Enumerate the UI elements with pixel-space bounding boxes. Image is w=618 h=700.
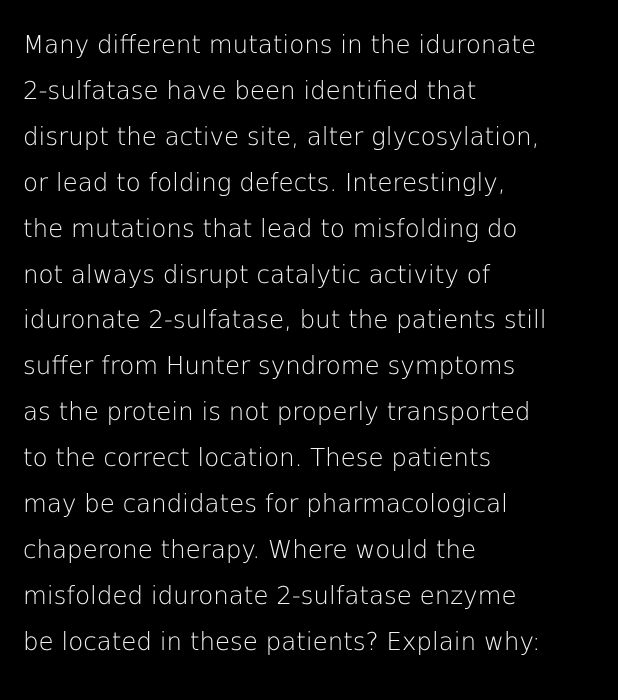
text-line: not always disrupt catalytic activity of (23, 259, 491, 289)
text-line: suffer from Hunter syndrome symptoms (23, 351, 516, 381)
text-line: to the correct location. These patients (23, 443, 492, 473)
text-line: misfolded iduronate 2-sulfatase enzyme (23, 580, 517, 610)
text-line: chaperone therapy. Where would the (23, 534, 477, 564)
text-line: 2-sulfatase have been identified that (23, 75, 477, 105)
text-line: or lead to folding defects. Interestingly, (23, 167, 506, 197)
text-line: the mutations that lead to misfolding do (23, 213, 518, 243)
text-line: as the protein is not properly transported (23, 397, 531, 427)
text-line: Many different mutations in the iduronate (23, 30, 537, 59)
text-line: disrupt the active site, alter glycosylation, (23, 121, 540, 151)
question-text (23, 22, 598, 665)
text-line: may be candidates for pharmacological (23, 489, 508, 519)
text-line: iduronate 2-sulfatase, but the patients still (23, 305, 547, 335)
text-line: be located in these patients? Explain why: (23, 626, 541, 656)
